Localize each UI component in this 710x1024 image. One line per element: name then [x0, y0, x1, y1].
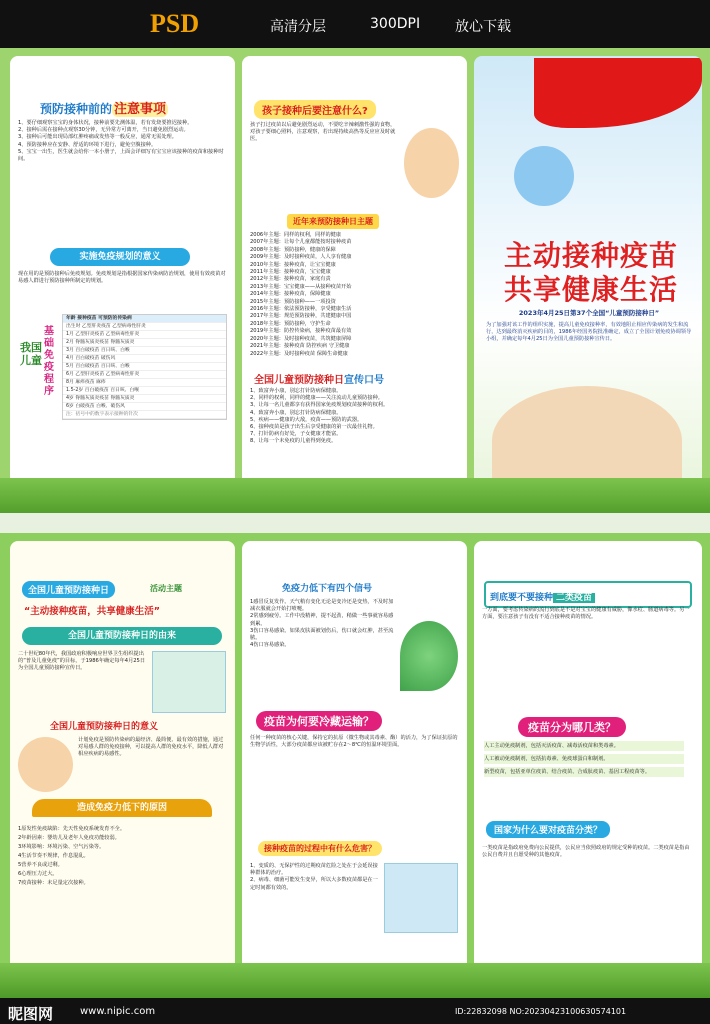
- table-row: 4月 百白破疫苗 破伤风: [63, 355, 226, 363]
- panel-after-vaccine: [242, 56, 467, 506]
- p6-para: 一方面，要考虑传染病的流行到底是不是对宝宝的健康有威胁，像水痘、肠道病毒等。另一方面，要注意孩子有没有不适合接种疫苗的情况。: [482, 607, 690, 621]
- heart-tree-illustration: [400, 621, 458, 691]
- p2-title: 孩子接种后要注意什么?: [254, 100, 376, 119]
- panel-day: [10, 541, 235, 991]
- p4-header: 全国儿童预防接种日: [22, 581, 115, 598]
- vaccine-poster: [384, 863, 458, 933]
- red-flag: [534, 58, 702, 128]
- p4-sub2: 全国儿童预防接种日的意义: [50, 722, 159, 732]
- brochure-front: [0, 48, 710, 513]
- panel-immunity: [242, 541, 467, 991]
- cover-date: 2023年4月25日第37个全国“儿童预防接种日”: [518, 309, 660, 317]
- brochure-back: [0, 533, 710, 998]
- p2-sub: 近年来预防接种日主题: [287, 214, 379, 229]
- table-row: 8月 麻疹疫苗 麻疹: [63, 379, 226, 387]
- reasons-list: 1原发性免疫缺陷：先天性免疫系统发育不全。 2年龄因素：婴幼儿及老年人免疫功能较弱。 3环境影响：环境污染、空气污染等。 4生活节奏不规律，作息混乱。 5营养不良或过剩。 6心理压力过大。 7疫苗接种：未足量定次接种。: [18, 826, 126, 886]
- p4-sub3: 造成免疫力低下的原因: [32, 799, 212, 817]
- top-item-2: 300DPI: [370, 16, 421, 32]
- grass-row1: [0, 478, 710, 518]
- p1-sub: 实施免疫规划的意义: [50, 248, 190, 266]
- schedule-table: [62, 314, 227, 420]
- top-item-3: 放心下载: [455, 19, 511, 35]
- table-row: 3月 百白破疫苗 百日咳、白喉: [63, 347, 226, 355]
- themes-list: 2006年主题：同样的权利，同样的健康 2007年主题：让每个儿童都能按时接种疫苗 2008年主题：预防接种，健康的保障 2009年主题：及时接种疫苗，人人享有健康 2010年主题：接种疫苗，让宝宝健康 2011年主题：接种疫苗，宝宝健康 2012年主题：接种疫苗，家庭有责 2013年主题：宝宝健康——从接种疫苗开始 2014年主题：接种疫苗，保障健康 2015年主题：预防接种——一项投资 2016年主题：依法预防接种，享受健康生活 2017年主题：规范预防接种，共建健康中国 2018年主题：预防接种，守护生命 2019年主题：防控传染病，接种疫苗最有效 2020年主题：及时接种疫苗，共筑健康屏障 2021年主题：接种疫苗 防控疾病 守卫健康 2022年主题：及时接种疫苗 保障生命健康: [250, 232, 352, 357]
- p4-para2: 计划免疫是预防传染病的最经济、最简便、最有效的措施，通过对易感人群的免疫接种，可以提高人群的免疫水平，降低人群对相应疾病的易感性。: [78, 737, 224, 758]
- cats-list: 人工主动免疫制剂，包括灭活疫苗、减毒活疫苗和类毒素。 人工被动免疫制剂，包括抗毒素、免疫球蛋白和制剂。 新型疫苗，包括亚单位疫苗、结合疫苗、合成肽疫苗、基因工程疫苗等。: [484, 741, 684, 777]
- table-row: 出生时 乙型肝炎疫苗 乙型病毒性肝炎: [63, 323, 226, 331]
- table-row: 6岁 白破疫苗 白喉、破伤风: [63, 403, 226, 411]
- grass-row2: [0, 963, 710, 998]
- p5-title: 免疫力低下有四个信号: [282, 584, 373, 594]
- footer-logo: 昵图网: [8, 1005, 54, 1023]
- p5-sub2: 接种疫苗的过程中有什么危害？: [258, 841, 382, 856]
- poster-thumbnail: [152, 651, 226, 713]
- p1-sub-para: 现在用的是预防接种后免疫规划。免疫规划是指根据国家传染病防治规划，使用有效疫苗对易感人群进行预防接种所制定的规划。: [18, 271, 226, 285]
- p5-sub: 疫苗为何要冷藏运输？: [256, 711, 382, 731]
- top-item-1: 高清分层: [270, 19, 326, 35]
- kids-illustration: [18, 737, 73, 792]
- doctor-illustration: [404, 128, 459, 198]
- p6-sub: 疫苗分为哪几类？: [518, 717, 626, 737]
- panel-notes: [10, 56, 235, 506]
- panel-cover: [474, 56, 702, 506]
- p4-theme: “主动接种疫苗，共享健康生活”: [24, 606, 160, 617]
- panel-second-class: [474, 541, 702, 991]
- table-row: 4岁 脊髓灰质炎疫苗 脊髓灰质炎: [63, 395, 226, 403]
- p5-items: 1、变质的、无保护性的过期疫苗危险之处在于会延误接种群体的治疗。 2、病毒、细菌可能发生变异，所以大多数疫苗都是在一定时间都有效的。: [250, 863, 378, 891]
- p4-sub1: 全国儿童预防接种日的由来: [22, 627, 222, 645]
- table-title: 基础免疫程序: [44, 326, 54, 397]
- table-row: 1月 乙型肝炎疫苗 乙型病毒性肝炎: [63, 331, 226, 339]
- table-row: 2月 脊髓灰质炎疫苗 脊髓灰质炎: [63, 339, 226, 347]
- psd-label: PSD: [150, 9, 200, 38]
- footer-url[interactable]: www.nipic.com: [80, 1006, 156, 1017]
- p2-slogan-title: 全国儿童预防接种日宣传口号: [254, 375, 384, 386]
- table-row: 5月 百白破疫苗 百日咳、白喉: [63, 363, 226, 371]
- cover-para: 为了加强对该工作的组织实施，提高儿童免疫接种率，有效地阻止相应传染病的发生和流行，达到最终消灭疾病的目的，1986年经国务院批准确定，成立了全国计划免疫协调领导小组，并确定每年4月25日为全国儿童预防接种宣传日。: [486, 322, 692, 343]
- footer-id: ID:22832098 NO:20230423100630574101: [455, 1007, 627, 1016]
- table-row: 1.5-2岁 百白破疫苗 百日咳、白喉: [63, 387, 226, 395]
- p6-title: 到底要不要接种 二类疫苗: [484, 581, 692, 608]
- p6-para2: 一类疫苗是指政府免费向公民提供，公民应当依照政府的规定受种的疫苗。二类疫苗是指由公民自费并且自愿受种的其他疫苗。: [482, 845, 690, 859]
- p1-title: 预防接种前的 注意事项: [40, 102, 167, 117]
- table-head: 年龄 接种疫苗 可预防的传染病: [63, 315, 226, 323]
- cover-title-1: 主动接种疫苗: [503, 239, 678, 272]
- table-note: 注：括号中的数字表示接种的针次: [63, 411, 226, 419]
- top-bar: [0, 0, 710, 48]
- p1-paras: 1、要仔细观察宝宝的身体状况，接种前要先测体温，若有发烧要推迟接种。 2、接种后需在接种点观察30分钟，无异常方可离开，当日避免剧烈运动。 3、接种后可能出现局部红肿疼痛或发热等一般反应，通常无需处理。 4、预防接种应在安静、舒适的环境下进行，避免空腹接种。 5、宝宝一出生，医生就会给你一本小册子，上面会详细写有宝宝应该接种的疫苗和接种时间。: [18, 120, 224, 163]
- p5-para: 任何一种疫苗的核心关键，保持它的抗原（微生物或其毒素、酶）的活力，为了保证抗原的生物学活性，大部分疫苗都应该被贮存在2～8℃的恒温环境里面。: [250, 735, 458, 749]
- table-side: 我国儿童: [20, 341, 42, 367]
- family-icon: [514, 146, 574, 206]
- p4-theme-label: 活动主题: [150, 584, 182, 593]
- p4-para1: 二十世纪80年代，我国政府积极响应世界卫生组织提出的“普及儿童免疫”的目标，于1986年确定每年4月25日为全国儿童预防接种宣传日。: [18, 651, 146, 672]
- signals-list: 1感冒反复发作。天气稍有变化无论是变冷还是变热，不及时加减衣服就会开始打喷嚏。 2常感到疲劳。工作中没精神，提不起劲，稍做一些事就容易感到累。 3伤口容易感染。如果皮肤面被划伤后，伤口就会红肿，甚至流脓。 4伤口容易感染。: [250, 599, 394, 649]
- p2-para: 孩子打过疫苗以后避免剧烈运动，不要吃辛辣刺激性强的食物，对孩子要细心照料，注意观察，若出现持续高热等反应应及时就医。: [250, 122, 396, 143]
- slogans-list: 1、致富奔小康，别忘打针防病保健康。 2、同样的权利，同样的健康——关注流动儿童预防接种。 3、让每一名儿童都享有获得国家免疫规划疫苗接种的权利。 4、致富奔小康，别忘打针防病保健康。 5、疾病——健康的大敌，疫苗——预防的武器。 6、接种疫苗是孩子出生后享受健康的第一次最佳礼物。 7、打针防病有好处，子女健康才能富。 8、让每一个未免疫的儿童得到免疫。: [250, 388, 389, 445]
- gap: [0, 513, 710, 533]
- p6-sub2: 国家为什么要对疫苗分类？: [486, 821, 610, 838]
- cover-title-2: 共享健康生活: [503, 273, 678, 306]
- table-row: 6月 乙型肝炎疫苗 乙型病毒性肝炎: [63, 371, 226, 379]
